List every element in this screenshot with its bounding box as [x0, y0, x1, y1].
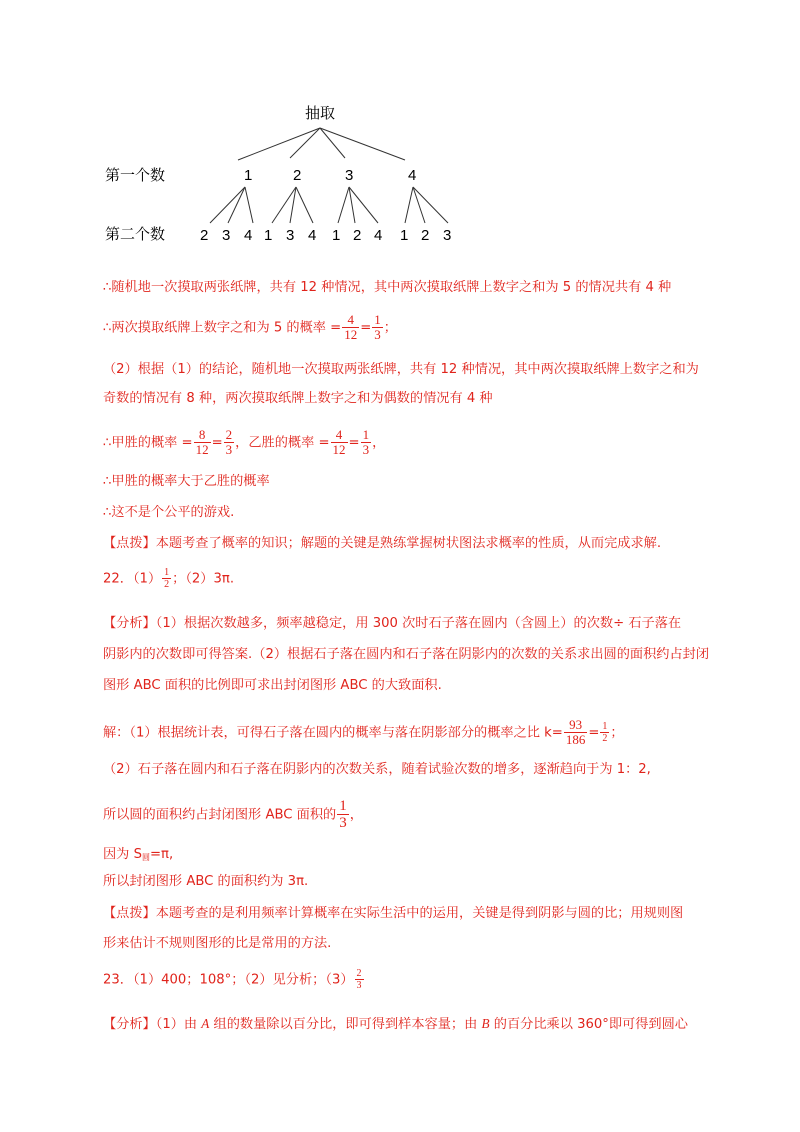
tree-first-1: 1 — [244, 167, 253, 184]
numerator: 4 — [342, 313, 359, 328]
tree-second-item: 2 — [200, 227, 209, 244]
numerator: 4 — [331, 428, 348, 443]
tree-edges-level1 — [238, 128, 405, 160]
denominator: 186 — [565, 732, 586, 747]
denominator: 3 — [362, 442, 370, 457]
tree-second-item: 2 — [421, 227, 430, 244]
tree-root: 抽取 — [305, 104, 336, 122]
denominator: 3 — [374, 327, 381, 342]
text: 解：（1）根据统计表，可得石子落在圆内的概率与落在阴影部分的概率之比 k= — [103, 725, 563, 741]
group-letter: B — [481, 1016, 490, 1031]
fraction — [337, 798, 349, 831]
tree-diagram — [0, 0, 800, 260]
fraction — [331, 428, 348, 457]
text: 的百分比乘以 360°即可得到圆心 — [489, 1017, 688, 1032]
equals: = — [588, 725, 600, 741]
question-23-answer — [103, 968, 365, 991]
solution-22-step-3 — [103, 798, 363, 831]
text: 所以圆的面积约占封闭图形 ABC 面积的 — [103, 807, 337, 823]
equals: = — [348, 435, 360, 451]
text: ，乙胜的概率 = — [235, 435, 330, 451]
denominator: 2 — [602, 733, 608, 744]
text: 23．（1）400；108°；（2）见分析；（3） — [103, 972, 354, 988]
hint-22-line-1: 【点拨】本题考查的是利用频率计算概率在实际生活中的运用，关键是得到阴影与圆的比；用规则图 — [103, 906, 684, 921]
tree-first-4: 4 — [408, 167, 417, 184]
text: ， — [372, 435, 386, 451]
numerator: 93 — [564, 718, 588, 733]
numerator: 1 — [362, 427, 370, 442]
tree-second-item: 3 — [286, 227, 295, 244]
tree-second-item: 3 — [222, 227, 231, 244]
numerator: 1 — [164, 567, 170, 578]
solution-22-step-2: （2）石子落在圆内和石子落在阴影内的次数关系，随着试验次数的增多，逐渐趋向于为 1：2, — [103, 762, 651, 777]
conclusion-line: ∴这不是个公平的游戏. — [103, 505, 235, 520]
denominator: 2 — [164, 579, 170, 590]
probability-win — [103, 428, 385, 457]
hint-paragraph: 【点拨】本题考查了概率的知识；解题的关键是熟练掌握树状图法求概率的性质，从而完成求解. — [103, 536, 662, 551]
tree-second-item: 4 — [374, 227, 383, 244]
solution-22-step-1 — [103, 718, 624, 747]
tree-row2-label: 第二个数 — [105, 225, 166, 243]
analysis-23-line-1 — [103, 1014, 688, 1035]
denominator: 12 — [332, 442, 346, 457]
tree-row1-label: 第一个数 — [105, 166, 166, 184]
text: ； — [610, 725, 624, 741]
equals: = — [360, 320, 372, 336]
tree-second-item: 3 — [443, 227, 452, 244]
tree-second-item: 2 — [353, 227, 362, 244]
tree-first-2: 2 — [293, 167, 302, 184]
equals: = — [211, 435, 223, 451]
question-22-answer — [103, 567, 234, 590]
fraction — [361, 428, 372, 457]
conclusion-line-1: ∴随机地一次摸取两张纸牌，共有 12 种情况，其中两次摸取纸牌上数字之和为 5 的情况共有 4 种 — [103, 280, 672, 295]
fraction — [372, 313, 383, 342]
part2-line-2: 奇数的情况有 8 种，两次摸取纸牌上数字之和为偶数的情况有 4 种 — [103, 391, 493, 406]
analysis-22-line-2: 阴影内的次数即可得答案.（2）根据石子落在圆内和石子落在阴影内的次数的关系求出圆的面积约占封闭 — [103, 647, 710, 662]
fraction — [355, 968, 364, 991]
denominator: 12 — [344, 327, 358, 342]
numerator: 1 — [602, 721, 608, 732]
tree-edges-level2 — [210, 187, 448, 223]
text: ∴两次摸取纸牌上数字之和为 5 的概率 = — [103, 320, 342, 336]
tree-second-item: 1 — [332, 227, 341, 244]
part2-line-1: （2）根据（1）的结论，随机地一次摸取两张纸牌，共有 12 种情况，其中两次摸取纸牌上数字之和为 — [103, 362, 699, 377]
fraction — [162, 567, 171, 590]
solution-22-step-5: 所以封闭图形 ABC 的面积约为 3π. — [103, 874, 309, 889]
text: ；（2）3π. — [172, 571, 235, 587]
fraction — [224, 428, 235, 457]
fraction — [564, 718, 588, 747]
text: =π, — [149, 847, 174, 862]
denominator: 3 — [225, 442, 233, 457]
denominator: 3 — [356, 980, 362, 991]
conclusion-line: ∴甲胜的概率大于乙胜的概率 — [103, 474, 270, 489]
numerator: 1 — [339, 798, 347, 814]
numerator: 2 — [225, 427, 233, 442]
probability-sum5 — [103, 313, 397, 342]
subscript: 圆 — [141, 853, 150, 862]
group-letter: A — [201, 1016, 210, 1031]
text: 【分析】（1）由 — [103, 1017, 202, 1032]
text: 因为 S — [103, 847, 142, 862]
fraction — [194, 428, 211, 457]
denominator: 12 — [195, 442, 209, 457]
analysis-22-line-3: 图形 ABC 面积的比例即可求出封闭图形 ABC 的大致面积. — [103, 678, 442, 693]
hint-22-line-2: 形来估计不规则图形的比是常用的方法. — [103, 936, 332, 951]
fraction — [342, 313, 359, 342]
denominator: 3 — [339, 815, 347, 831]
text: ∴甲胜的概率 = — [103, 435, 193, 451]
text: 22．（1） — [103, 571, 162, 587]
numerator: 1 — [374, 312, 381, 327]
text: 组的数量除以百分比，即可得到样本容量；由 — [209, 1017, 482, 1032]
tree-second-item: 1 — [400, 227, 409, 244]
analysis-22-line-1: 【分析】（1）根据次数越多，频率越稳定，用 300 次时石子落在圆内（含圆上）的次数÷ 石子落在 — [103, 616, 682, 631]
tree-first-3: 3 — [345, 167, 354, 184]
tree-second-item: 4 — [244, 227, 253, 244]
text: ， — [349, 807, 363, 823]
tree-second-item: 4 — [308, 227, 317, 244]
tree-second-item: 1 — [264, 227, 273, 244]
text: ； — [383, 320, 397, 336]
solution-22-step-4 — [103, 845, 173, 868]
fraction — [600, 721, 609, 744]
numerator: 8 — [194, 428, 211, 443]
numerator: 2 — [356, 968, 362, 979]
